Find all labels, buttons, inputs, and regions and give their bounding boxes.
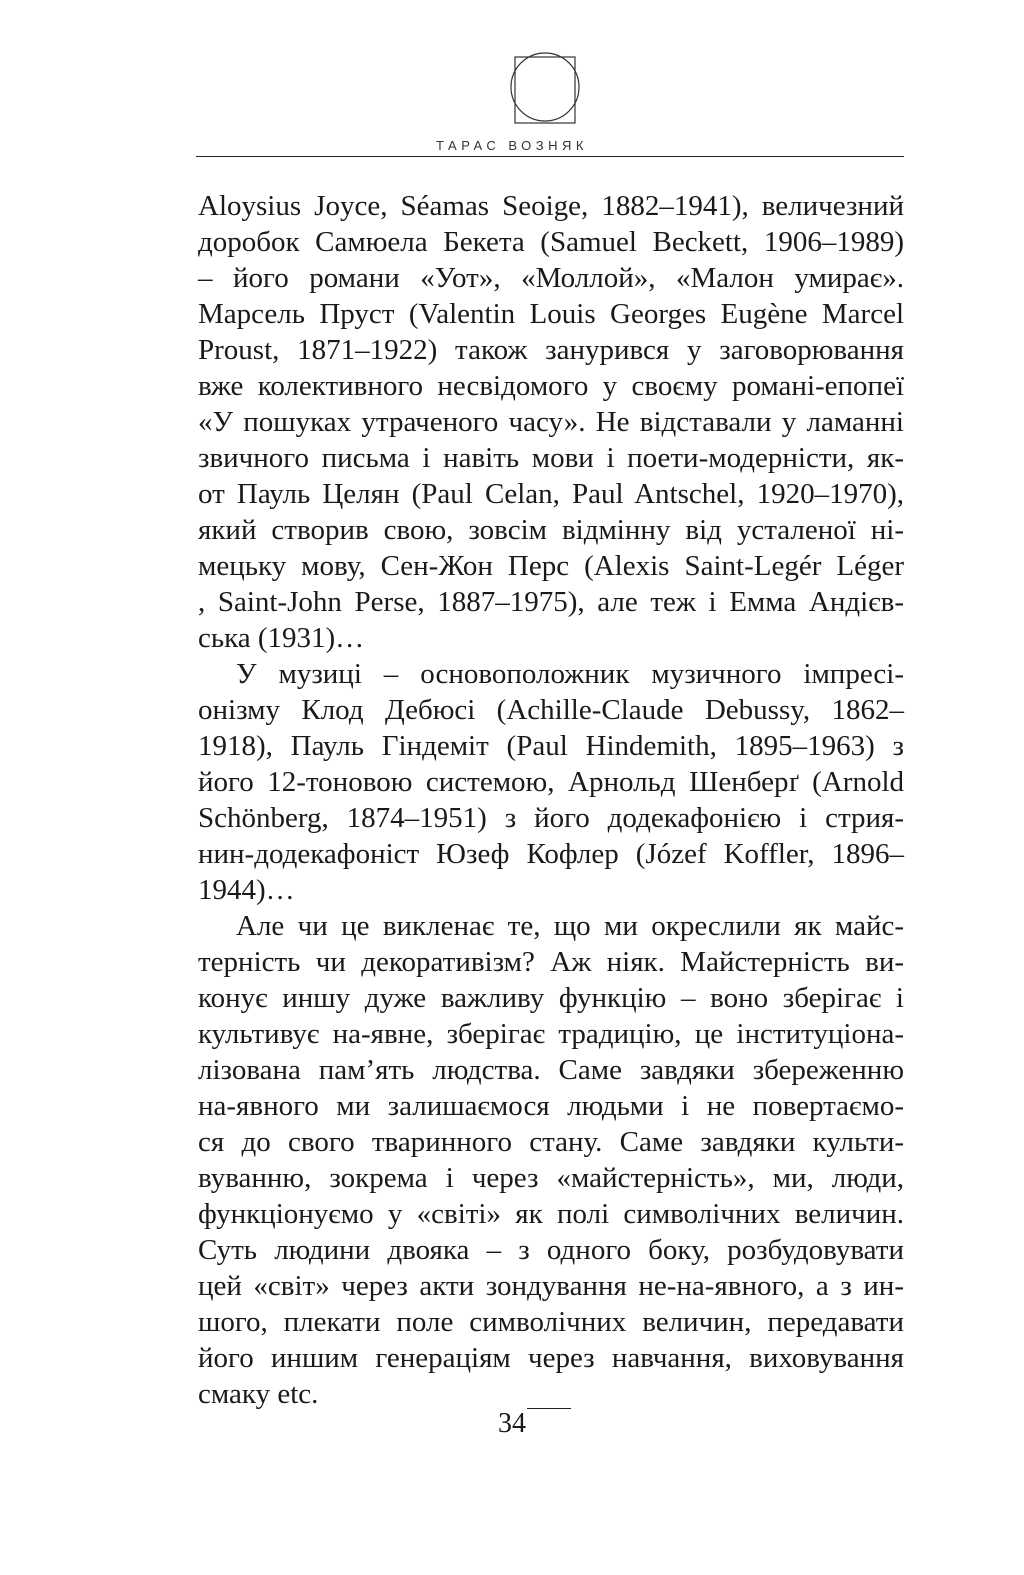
text-line: ся до свого тваринного стану. Саме завдяки культи- (198, 1126, 904, 1158)
running-header-author: ТАРАС ВОЗНЯК (436, 138, 588, 153)
text-line: , Saint-John Perse, 1887–1975), але теж і Емма Андієв- (198, 586, 904, 618)
text-line: який створив свою, зовсім відмінну від усталеної ні- (198, 514, 904, 546)
text-line: вже колективного несвідомого у своєму романі-епопеї (198, 370, 904, 402)
text-line: Але чи це викленає те, що ми окреслили як майс- (236, 910, 904, 942)
text-line: «У пошуках утраченого часу». Не відставали у ламанні (198, 406, 904, 438)
text-line: його иншим генераціям через навчання, виховування (198, 1342, 904, 1374)
text-line: мецьку мову, Сен-Жон Перс (Alexis Saint-Legér Léger (198, 550, 904, 582)
text-line: Aloysius Joyce, Séamas Seoige, 1882–1941), величезний (198, 190, 904, 222)
text-line: ська (1931)… (198, 622, 365, 654)
text-line: от Пауль Целян (Paul Celan, Paul Antschel, 1920–1970), (198, 478, 904, 510)
text-line: звичного письма і навіть мови і поети-модерністи, як- (198, 442, 904, 474)
text-line: його 12-тоновою системою, Арнольд Шенберґ (Arnold (198, 766, 904, 798)
header-rule (196, 156, 904, 157)
text-line: 1918), Пауль Гіндеміт (Paul Hindemith, 1895–1963) з (198, 730, 904, 762)
text-line: конує иншу дуже важливу функцію – воно зберігає і (198, 982, 904, 1014)
text-line: на-явного ми залишаємося людьми і не повертаємо- (198, 1090, 904, 1122)
text-line: 1944)… (198, 874, 295, 906)
text-line: функціонуємо у «світі» як полі символічних величин. (198, 1198, 904, 1230)
text-line: доробок Самюела Бекета (Samuel Beckett, 1906–1989) (198, 226, 904, 258)
text-line: Schönberg, 1874–1951) з його додекафонією і стрия- (198, 802, 904, 834)
text-line: терність чи декоративізм? Аж ніяк. Майстерність ви- (198, 946, 904, 978)
text-line: смаку etc. (198, 1378, 319, 1410)
text-line: вуванню, зокрема і через «майстерність», ми, люди, (198, 1162, 904, 1194)
text-line: лізована пам’ять людства. Саме завдяки збереженню (198, 1054, 904, 1086)
circle-square-emblem-icon (509, 47, 581, 127)
text-line: Proust, 1871–1922) також занурився у заговорювання (198, 334, 904, 366)
text-line: онізму Клод Дебюсі (Achille-Claude Debussy, 1862– (198, 694, 904, 726)
text-line: цей «світ» через акти зондування не-на-явного, а з ин- (198, 1270, 904, 1302)
text-line: нин-додекафоніст Юзеф Кофлер (Józef Koffler, 1896– (198, 838, 904, 870)
text-line: Суть людини двояка – з одного боку, розбудовувати (198, 1234, 904, 1266)
page-number: 34 (498, 1408, 526, 1439)
text-line: шого, плекати поле символічних величин, передавати (198, 1306, 904, 1338)
text-line: культивує на-явне, зберігає традицію, це інституціона- (198, 1018, 904, 1050)
text-line: Марсель Пруст (Valentin Louis Georges Eugène Marcel (198, 298, 904, 330)
text-line: У музиці – основоположник музичного імпресі- (236, 658, 904, 690)
text-line: – його романи «Уот», «Моллой», «Малон умирає». (198, 262, 904, 294)
